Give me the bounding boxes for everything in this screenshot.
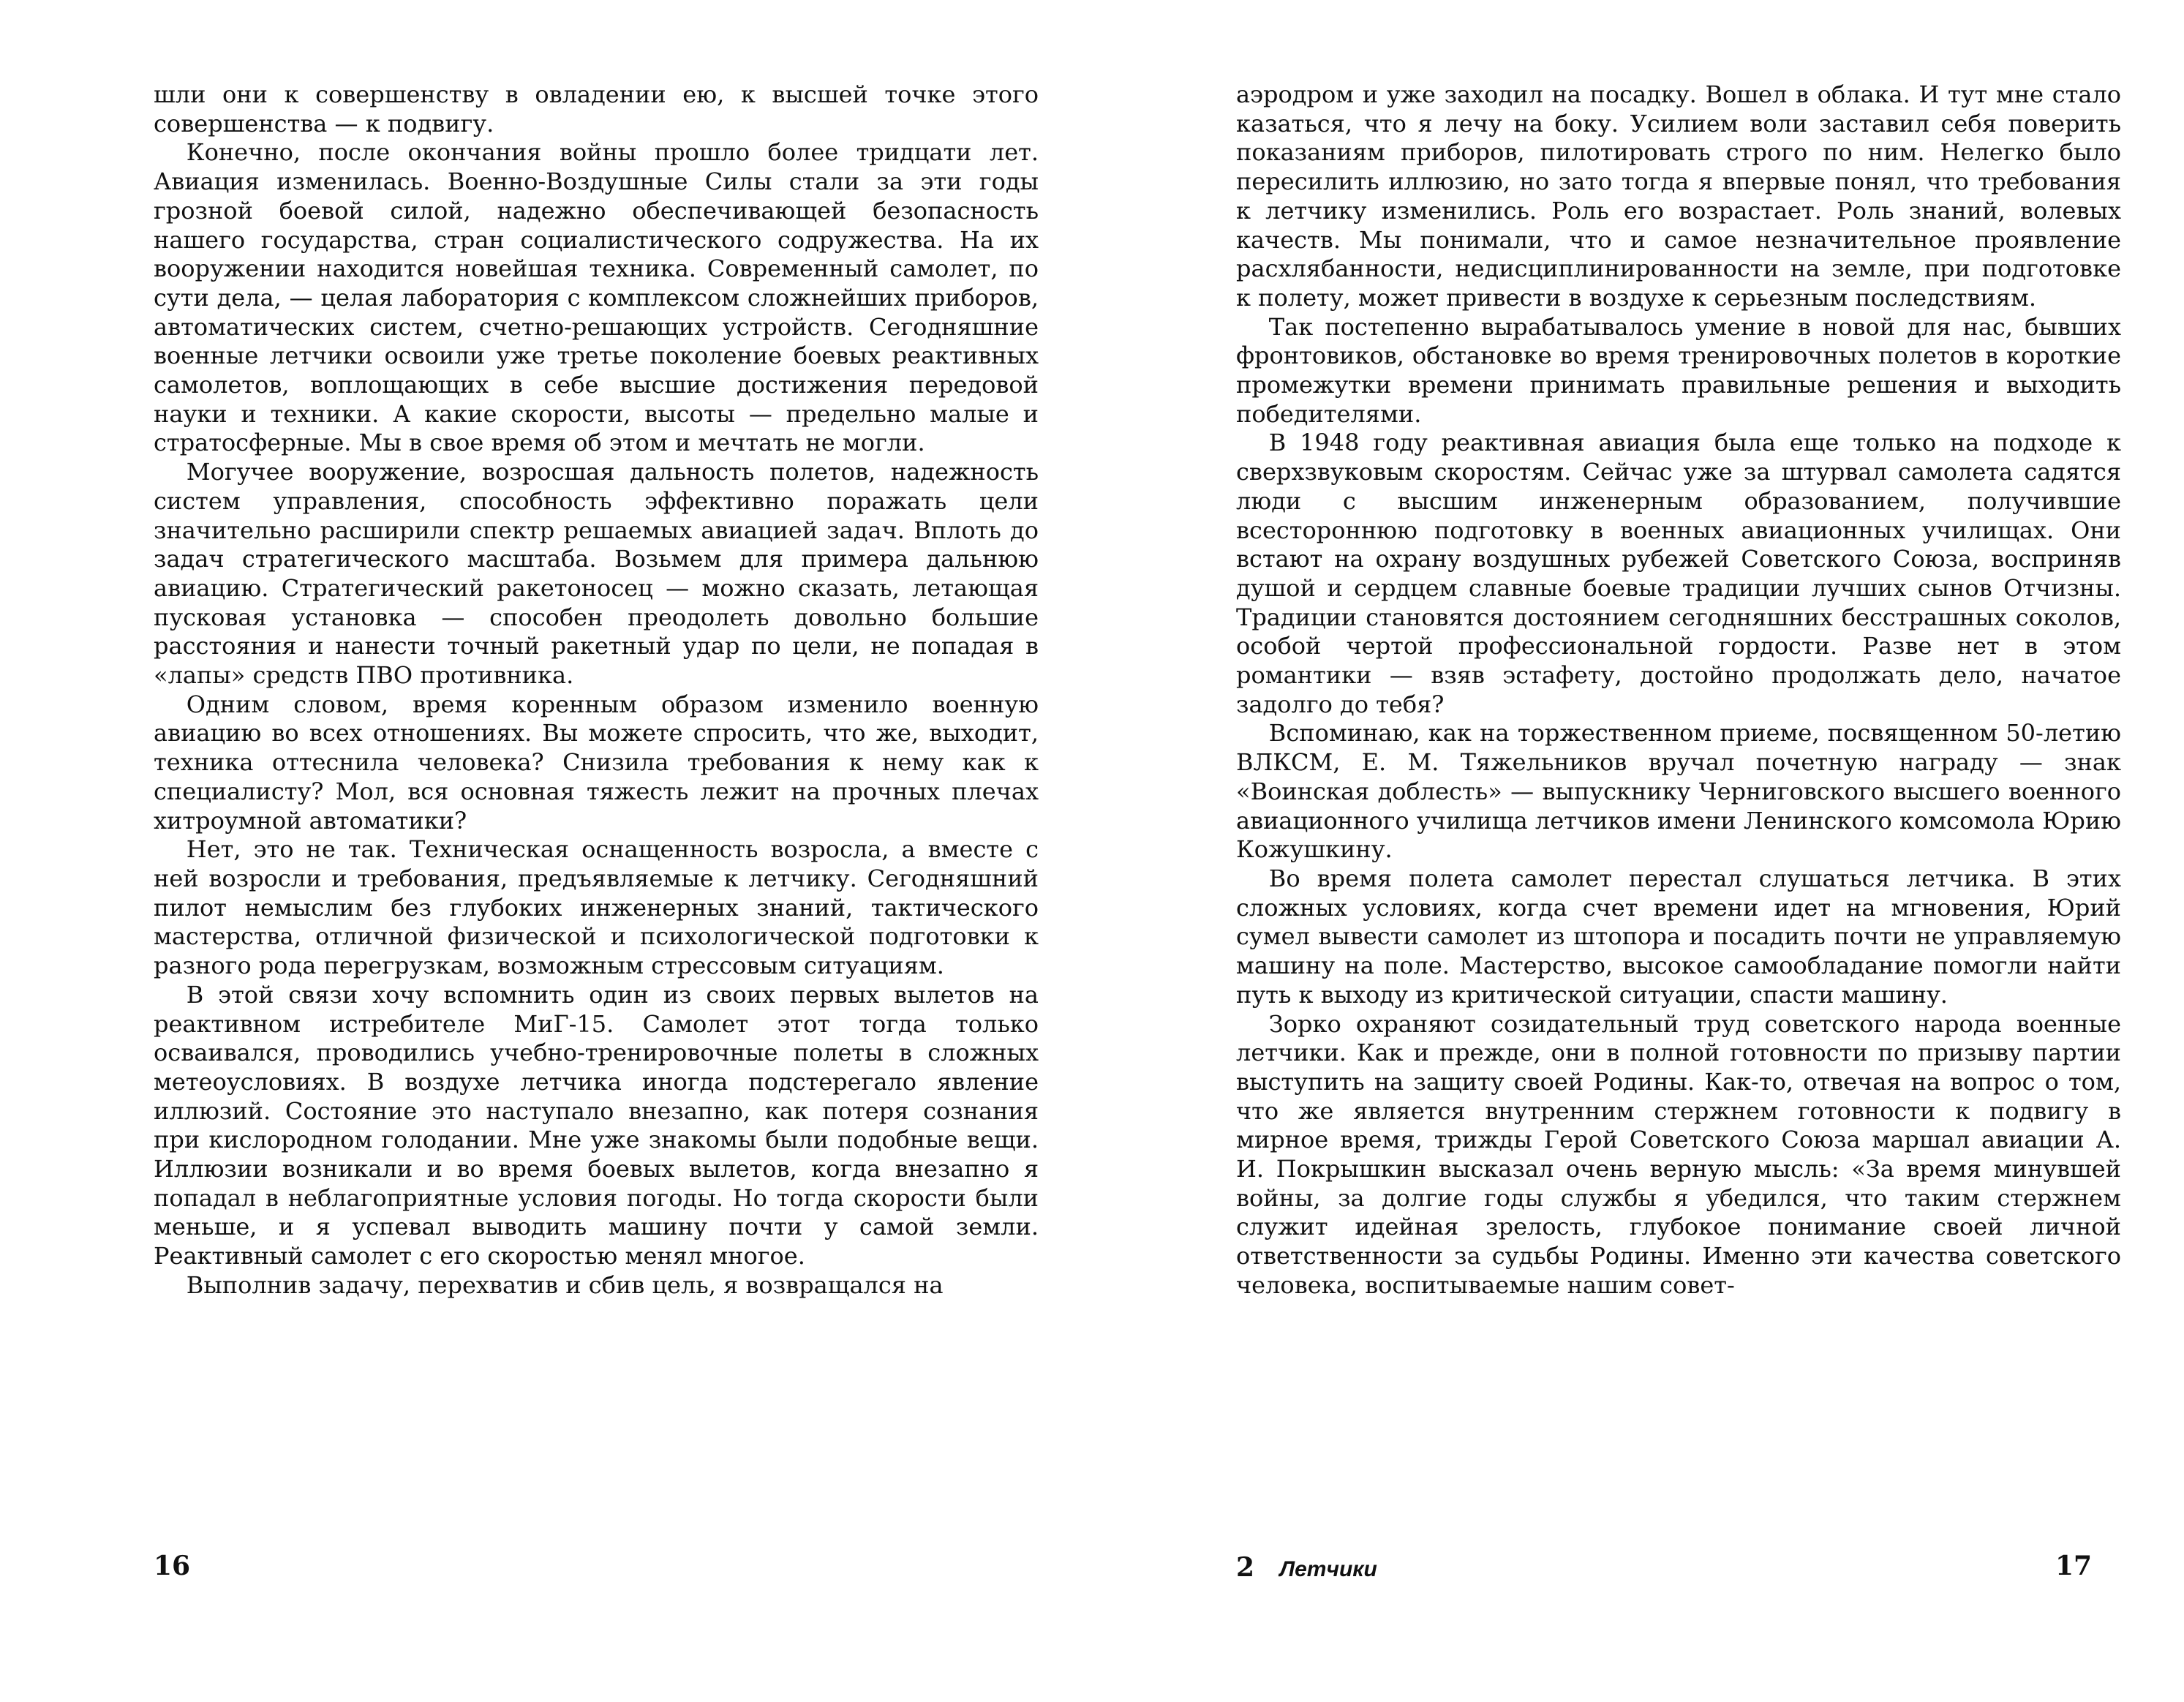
paragraph: Конечно, после окончания войны прошло более тридцати лет. Авиация изменилась. Военно-Воздушные Силы стали за эти годы грозной боевой силой, надежно обеспечивающей безопасность нашего государства, стран социалистического содружества. На их вооружении находится новейшая техника. Современный самолет, по сути дела, — целая лаборатория с комплексом сложнейших приборов, автоматических систем, счетно-решающих устройств. Сегодняшние военные летчики освоили уже третье поколение боевых реактивных самолетов, воплощающих в себе высшие достижения передовой науки и техники. А какие скорости, высоты — предельно малые и стратосферные. Мы в свое время об этом и мечтать не могли. xyxy=(154,138,1039,457)
paragraph: Во время полета самолет перестал слушаться летчика. В этих сложных условиях, когда счет времени идет на мгновения, Юрий сумел вывести самолет из штопора и посадить почти не управляемую машину на поле. Мастерство, высокое самообладание помогли найти путь к выходу из критической ситуации, спасти машину. xyxy=(1236,864,2121,1009)
signature-title: Летчики xyxy=(1279,1557,1377,1581)
signature-number: 2 xyxy=(1236,1552,1255,1583)
paragraph: Так постепенно вырабатывалось умение в новой для нас, бывших фронтовиков, обстановке во время тренировочных полетов в короткие промежутки времени принимать правильные решения и выходить победителями. xyxy=(1236,312,2121,428)
paragraph: Выполнив задачу, перехватив и сбив цель, я возвращался на xyxy=(186,1270,944,1299)
paragraph: Могучее вооружение, возросшая дальность полетов, надежность систем управления, способность эффективно поражать цели значительно расширили спектр решаемых авиацией задач. Вплоть до задач стратегического масштаба. Возьмем для примера дальнюю авиацию. Стратегический ракетоносец — можно сказать, летающая пусковая установка — способен преодолеть довольно большие расстояния и нанести точный ракетный удар по цели, не попадая в «лапы» средств ПВО противника. xyxy=(154,458,1039,690)
printer-signature-mark xyxy=(1236,1552,1377,1583)
paragraph: аэродром и уже заходил на посадку. Вошел в облака. И тут мне стало казаться, что я лечу на боку. Усилием воли заставил себя поверить показаниям приборов, пилотировать строго по ним. Нелегко было пересилить иллюзию, но зато тогда я впервые понял, что требования к летчику изменились. Роль его возрастает. Роль знаний, волевых качеств. Мы понимали, что и самое незначительное проявление расхлябанности, недисциплинированности на земле, при подготовке к полету, может привести в воздухе к серьезным последствиям. xyxy=(1236,80,2121,312)
page-number: 17 xyxy=(2055,1551,2093,1581)
paragraph: Вспоминаю, как на торжественном приеме, посвященном 50-летию ВЛКСМ, Е. М. Тяжельников вручал почетную награду — знак «Воинская доблесть» — выпускнику Черниговского высшего военного авиационного училища летчиков имени Ленинского комсомола Юрию Кожушкину. xyxy=(1236,719,2121,864)
left-page xyxy=(154,80,1039,1300)
paragraph: Зорко охраняют созидательный труд советского народа военные летчики. Как и прежде, они в полной готовности по призыву партии выступить на защиту своей Родины. Как-то, отвечая на вопрос о том, что же является внутренним стержнем готовности к подвигу в мирное время, трижды Герой Советского Союза маршал авиации А. И. Покрышкин высказал очень верную мысль: «За время минувшей войны, за долгие годы службы я убедился, что таким стержнем служит идейная зрелость, глубокое понимание своей личной ответственности за судьбы Родины. Именно эти качества советского человека, воспитываемые нашим совет- xyxy=(1236,1009,2121,1299)
paragraph: шли они к совершенству в овладении ею, к высшей точке этого совершенства — к подвигу. xyxy=(154,80,1039,138)
paragraph: Нет, это не так. Техническая оснащенность возросла, а вместе с ней возросли и требования, предъявляемые к летчику. Сегодняшний пилот немыслим без глубоких инженерных знаний, тактического мастерства, отличной физической и психологической подготовки к разного рода перегрузкам, возможным стрессовым ситуациям. xyxy=(154,835,1039,980)
page-number: 16 xyxy=(154,1551,191,1581)
paragraph: В этой связи хочу вспомнить один из своих первых вылетов на реактивном истребителе МиГ-15. Самолет этот тогда только осваивался, проводились учебно-тренировочные полеты в сложных метеоусловиях. В воздухе летчика иногда подстерегало явление иллюзий. Состояние это наступало внезапно, как потеря сознания при кислородном голодании. Мне уже знакомы были подобные вещи. Иллюзии возникали и во время боевых вылетов, когда внезапно я попадал в неблагоприятные условия погоды. Но тогда скорости были меньше, и я успевал выводить машину почти у самой земли. Реактивный самолет с его скоростью менял многое. xyxy=(154,980,1039,1270)
paragraph: Одним словом, время коренным образом изменило военную авиацию во всех отношениях. Вы можете спросить, что же, выходит, техника оттеснила человека? Снизила требования к нему как к специалисту? Мол, вся основная тяжесть лежит на прочных плечах хитроумной автоматики? xyxy=(154,690,1039,835)
right-page xyxy=(1236,80,2121,1300)
paragraph: В 1948 году реактивная авиация была еще только на подходе к сверхзвуковым скоростям. Сейчас уже за штурвал самолета садятся люди с высшим инженерным образованием, получившие всестороннюю подготовку в военных авиационных училищах. Они встают на охрану воздушных рубежей Советского Союза, восприняв душой и сердцем славные боевые традиции лучших сынов Отчизны. Традиции становятся достоянием сегодняшних бесстрашных соколов, особой чертой профессиональной гордости. Разве нет в этом романтики — взяв эстафету, достойно продолжать дело, начатое задолго до тебя? xyxy=(1236,429,2121,718)
